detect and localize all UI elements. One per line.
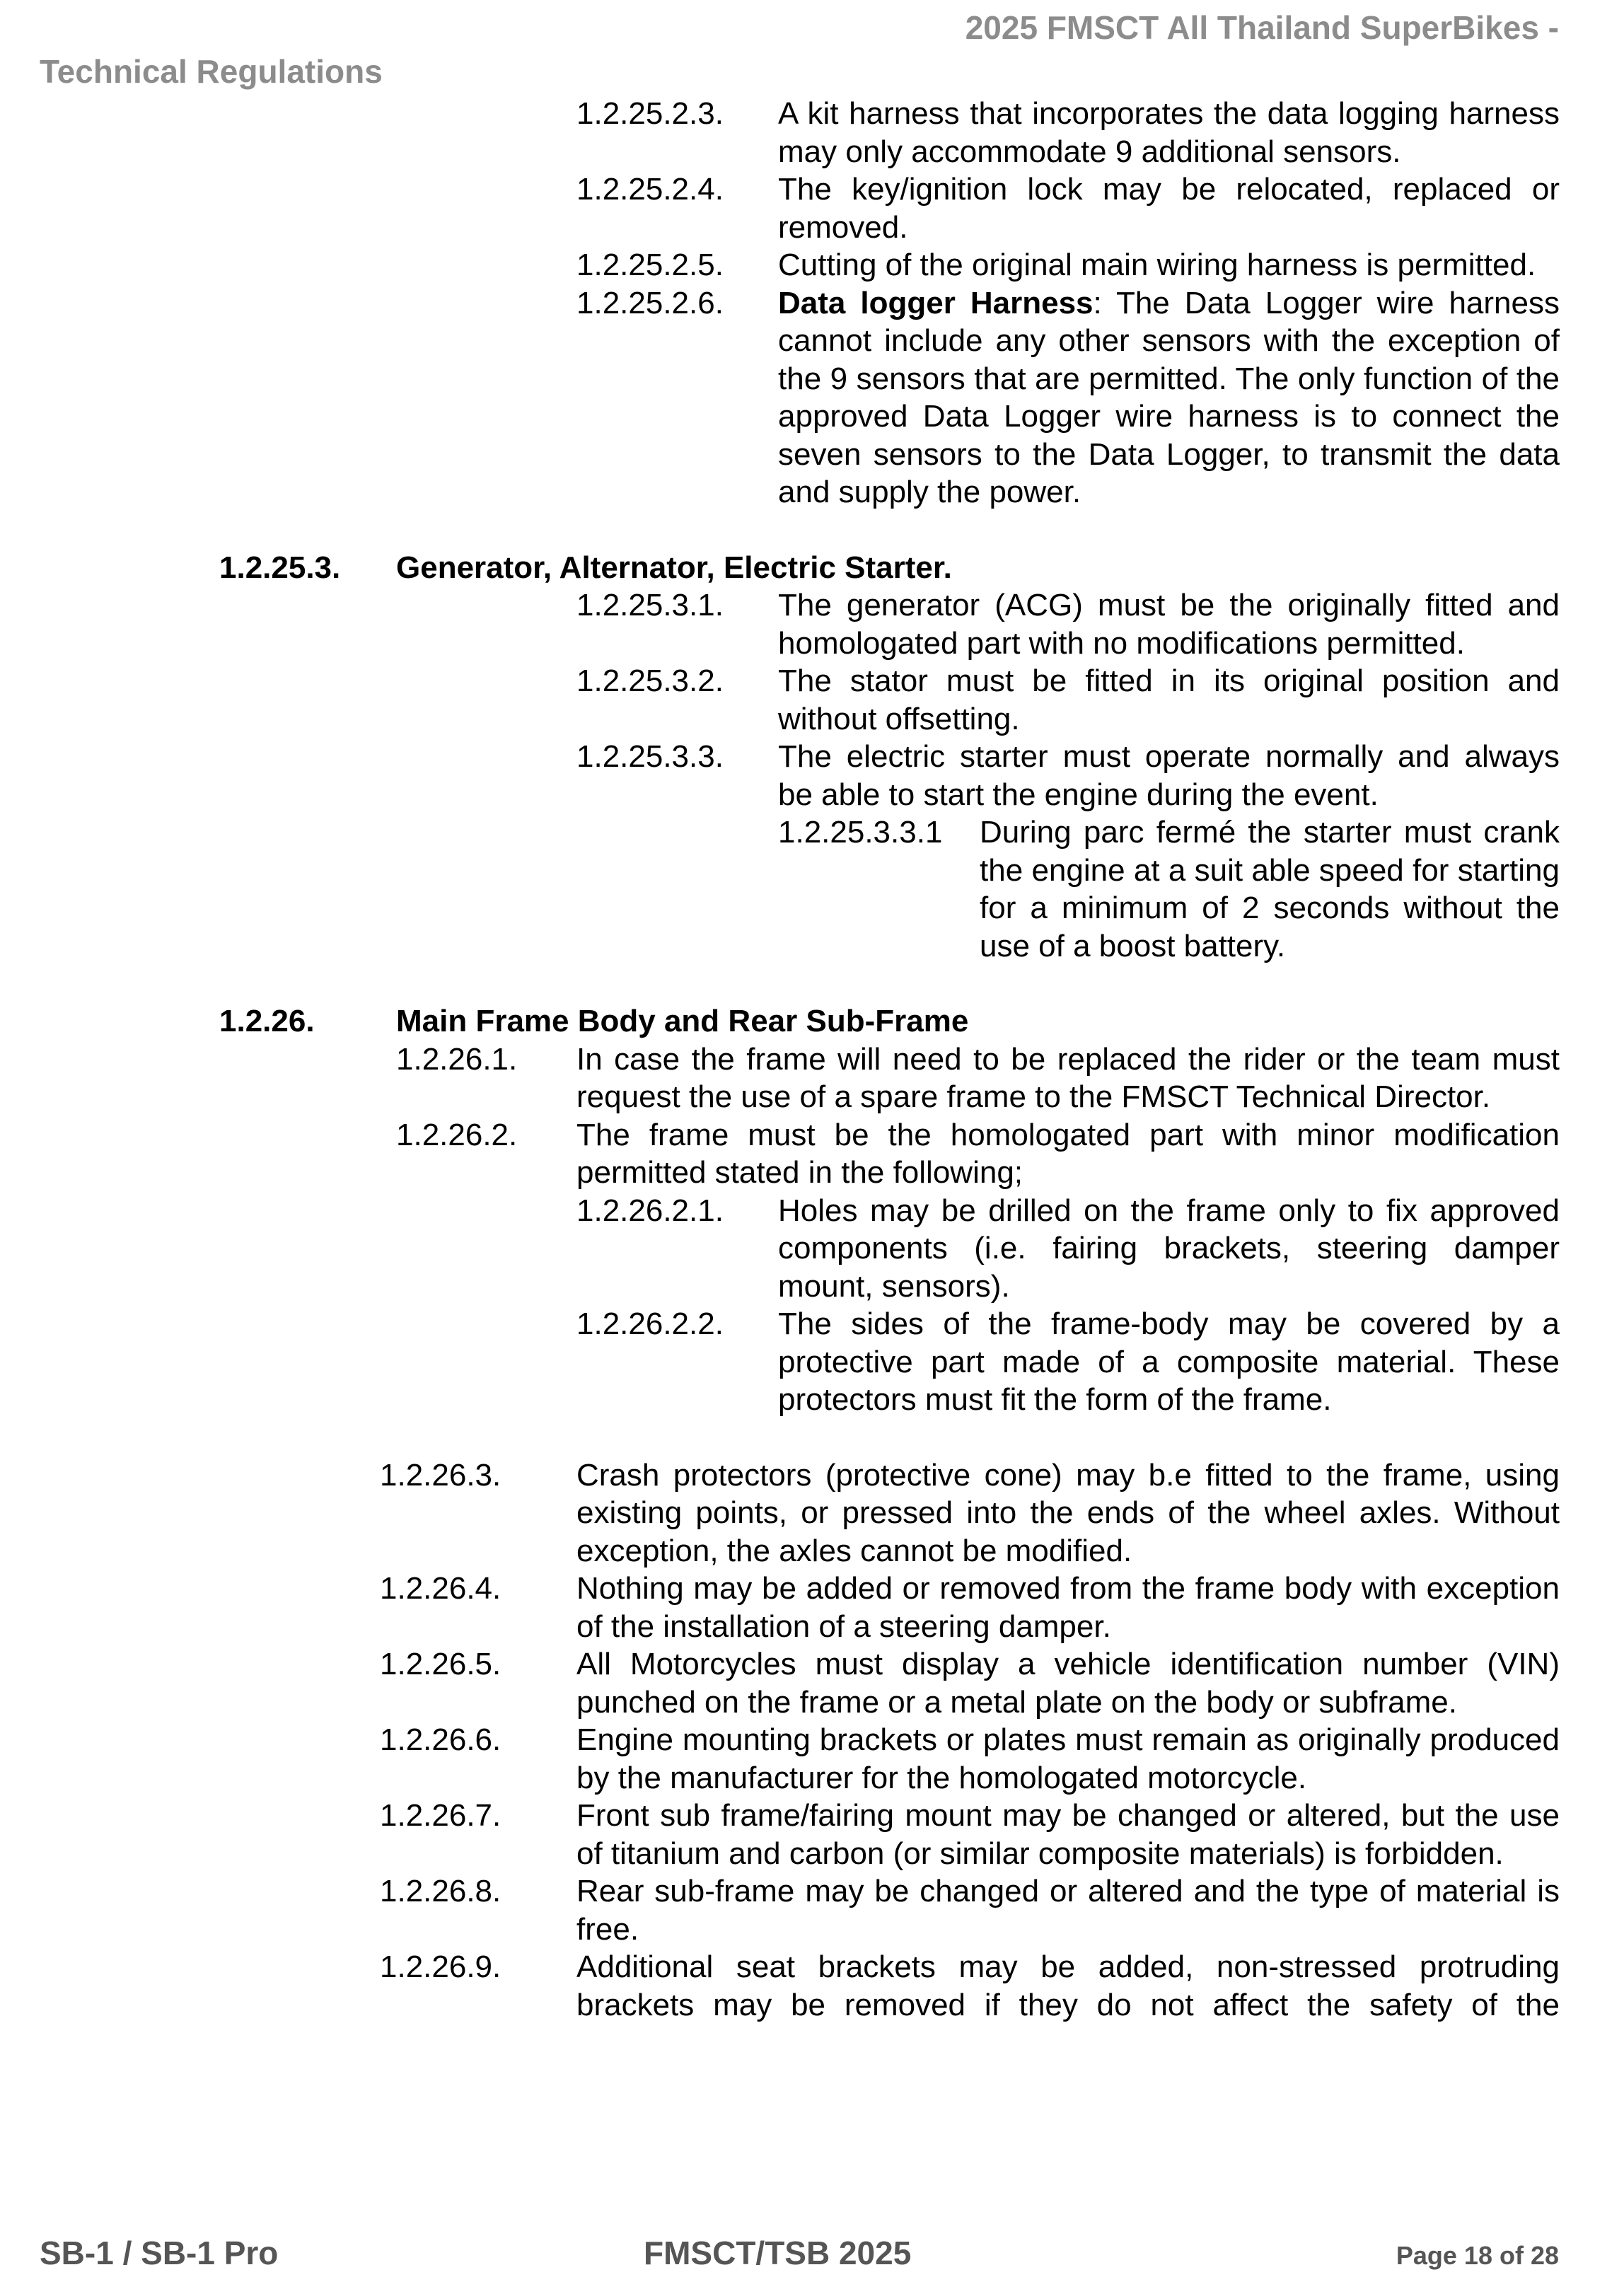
clause-1-2-26-8 (0, 1872, 1624, 1948)
clause-text: Cutting of the original main wiring harness is permitted. (778, 248, 1536, 282)
clause-number: 1.2.26.1. (396, 1041, 518, 1077)
clause-number: 1.2.25.2.5. (576, 248, 724, 282)
clause-number: 1.2.25.2.3. (576, 96, 724, 131)
clause-1-2-25-2-5 (0, 246, 1624, 284)
clause-1-2-26-2-1 (0, 1192, 1624, 1306)
clause-text: The sides of the frame-body may be covered by a protective part made of a composite material. These protectors must fit the form of the frame. (778, 1306, 1560, 1417)
clause-text: In case the frame will need to be replaced the rider or the team must request the use of a spare frame to the FMSCT Technical Director. (576, 1041, 1560, 1114)
document-title: 2025 FMSCT All Thailand SuperBikes - (965, 9, 1559, 46)
clause-text: Nothing may be added or removed from the frame body with exception of the installation of a steering damper. (576, 1571, 1560, 1644)
clause-text: Crash protectors (protective cone) may b.e fitted to the frame, using existing points, or pressed into the ends of the wheel axles. Without exception, the axles cannot be modified. (576, 1457, 1560, 1568)
clause-number: 1.2.25.3.1. (576, 588, 724, 622)
clause-1-2-25-2-4 (0, 170, 1624, 246)
clause-1-2-25-2-3 (0, 95, 1624, 170)
clause-text (778, 284, 1560, 511)
clause-text-rest: : The Data Logger wire harness cannot include any other sensors with the exception of the 9 sensors that are permitted. The only function of the approved Data Logger wire harness is to connect the seven sensors to the Data Logger, to transmit the data and supply the power. (778, 285, 1560, 509)
section-number: 1.2.25.3. (219, 550, 341, 585)
clause-text: The generator (ACG) must be the originally fitted and homologated part with no modifications permitted. (778, 588, 1560, 661)
clause-1-2-26-5 (0, 1645, 1624, 1721)
section-title: Generator, Alternator, Electric Starter. (396, 550, 952, 585)
spacer (0, 511, 1624, 549)
section-heading-1-2-26 (0, 1002, 1624, 1041)
clause-text: The key/ignition lock may be relocated, replaced or removed. (778, 172, 1560, 245)
clause-1-2-26-4 (0, 1570, 1624, 1645)
clause-1-2-25-3-3-1 (0, 813, 1624, 965)
clause-number: 1.2.26.5. (380, 1647, 501, 1681)
clause-1-2-26-2-2 (0, 1305, 1624, 1419)
spacer (0, 1419, 1624, 1456)
footer-page-number: Page 18 of 28 (1396, 2241, 1559, 2270)
clause-number: 1.2.26.8. (380, 1874, 501, 1908)
clause-text: Additional seat brackets may be added, non-stressed protruding brackets may be removed if they do not affect the safety of the (576, 1949, 1560, 2022)
clause-number: 1.2.26.2.2. (576, 1306, 724, 1341)
clause-number: 1.2.25.3.2. (576, 664, 724, 698)
clause-text: All Motorcycles must display a vehicle identification number (VIN) punched on the frame or a metal plate on the body or subframe. (576, 1647, 1560, 1720)
clause-number: 1.2.25.3.3.1 (778, 815, 943, 850)
clause-1-2-26-3 (0, 1456, 1624, 1570)
clause-number: 1.2.26.2. (396, 1117, 518, 1152)
footer-class-label: SB-1 / SB-1 Pro (40, 2235, 279, 2271)
footer-doc-code: FMSCT/TSB 2025 (644, 2235, 912, 2271)
clause-1-2-25-3-1 (0, 586, 1624, 662)
clause-text: During parc fermé the starter must crank the engine at a suit able speed for starting for a minimum of 2 seconds without the use of a boost battery. (980, 815, 1560, 963)
clause-number: 1.2.25.2.4. (576, 172, 724, 207)
clause-text: The electric starter must operate normally and always be able to start the engine during the event. (778, 739, 1560, 812)
clause-1-2-26-1 (0, 1041, 1624, 1116)
clause-1-2-25-2-6 (0, 284, 1624, 511)
clause-1-2-25-3-3 (0, 738, 1624, 813)
clause-number: 1.2.25.3.3. (576, 739, 724, 774)
spacer (0, 965, 1624, 1002)
section-heading-1-2-25-3 (0, 549, 1624, 587)
clause-number: 1.2.26.4. (380, 1571, 501, 1606)
clause-text: The stator must be fitted in its original position and without offsetting. (778, 664, 1560, 736)
clause-text: Holes may be drilled on the frame only to fix approved components (i.e. fairing brackets, steering damper mount, sensors). (778, 1193, 1560, 1304)
clause-text: The frame must be the homologated part with minor modification permitted stated in the following; (576, 1117, 1560, 1190)
clause-number: 1.2.26.2.1. (576, 1193, 724, 1228)
clause-text: Rear sub-frame may be changed or altered and the type of material is free. (576, 1874, 1560, 1947)
clause-number: 1.2.25.2.6. (576, 285, 724, 320)
clause-1-2-26-2 (0, 1116, 1624, 1192)
clause-number: 1.2.26.7. (380, 1798, 501, 1833)
document-body (0, 95, 1624, 2024)
clause-number: 1.2.26.6. (380, 1722, 501, 1757)
clause-1-2-25-3-2 (0, 662, 1624, 738)
clause-number: 1.2.26.3. (380, 1457, 501, 1493)
clause-1-2-26-7 (0, 1797, 1624, 1872)
clause-bold-lead: Data logger Harness (778, 285, 1094, 320)
clause-1-2-26-6 (0, 1721, 1624, 1797)
document-subtitle: Technical Regulations (40, 53, 383, 90)
clause-text: Engine mounting brackets or plates must remain as originally produced by the manufacturer for the homologated motorcycle. (576, 1722, 1560, 1795)
clause-text: Front sub frame/fairing mount may be changed or altered, but the use of titanium and carbon (or similar composite materials) is forbidden. (576, 1798, 1560, 1871)
section-title: Main Frame Body and Rear Sub-Frame (396, 1004, 969, 1038)
section-number: 1.2.26. (219, 1004, 315, 1038)
clause-text: A kit harness that incorporates the data logging harness may only accommodate 9 additional sensors. (778, 96, 1560, 169)
clause-number: 1.2.26.9. (380, 1949, 501, 1984)
clause-1-2-26-9 (0, 1948, 1624, 2024)
